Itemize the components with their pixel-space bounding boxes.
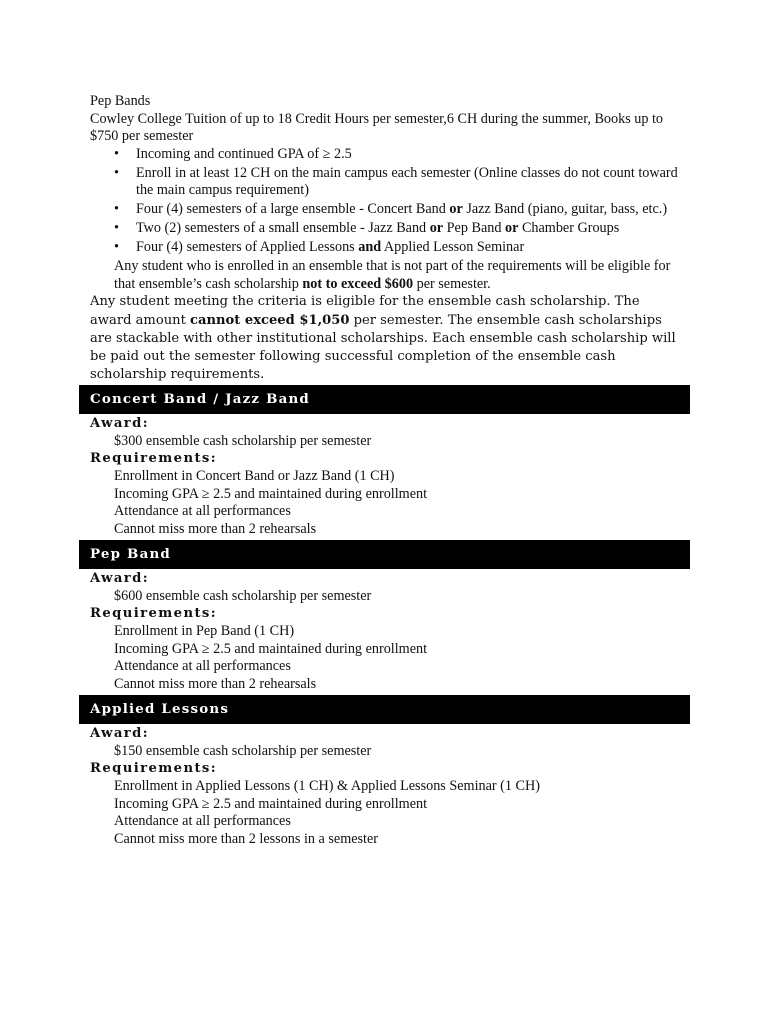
requirement-item: Incoming GPA ≥ 2.5 and maintained during enrollment [114,640,428,657]
requirements-label: Requirements: [90,451,218,467]
list-item: • Two (2) semesters of a small ensemble - Jazz Band or Pep Band or Chamber Groups [114,220,620,237]
award-label: Award: [90,571,150,586]
award-label: Award: [90,726,150,741]
requirement-item: Cannot miss more than 2 lessons in a semester [114,831,379,847]
section-body-pep-band [90,570,690,694]
requirement-item: Enrollment in Applied Lessons (1 CH) & Applied Lessons Seminar (1 CH) [114,777,540,794]
requirement-item: Incoming GPA ≥ 2.5 and maintained during enrollment [114,795,428,812]
award-value: $600 ensemble cash scholarship per semester [114,587,372,604]
ensemble-note: Any student who is enrolled in an ensemble that is not part of the requirements will be eligible for that ensemble’s cash scholarship not to exceed $600 per semester. [114,258,671,292]
requirement-item: Enrollment in Concert Band or Jazz Band (1 CH) [114,467,395,484]
page-heading: Pep Bands [90,93,151,109]
bullet-icon: • [114,220,119,237]
requirement-item: Incoming GPA ≥ 2.5 and maintained during enrollment [114,485,428,502]
bullet-icon: • [114,164,119,181]
section-body-applied-lessons [90,725,690,849]
requirement-item: Cannot miss more than 2 rehearsals [114,676,317,692]
requirement-item: Enrollment in Pep Band (1 CH) [114,622,295,639]
list-item: • Enroll in at least 12 CH on the main campus each semester (Online classes do not count toward the main campus requirement) [114,164,678,199]
bullet-icon: • [114,201,119,218]
requirement-item: Attendance at all performances [114,658,291,675]
tuition-line: Cowley College Tuition of up to 18 Credit Hours per semester,6 CH during the summer, Books up to $750 per semester [90,110,664,145]
award-value: $300 ensemble cash scholarship per semester [114,432,372,449]
intro-section [90,93,680,385]
bullet-icon: • [114,145,119,162]
section-header-concert-jazz: Concert Band / Jazz Band [79,385,690,414]
section-header-applied-lessons: Applied Lessons [79,695,690,724]
list-item: • Four (4) semesters of a large ensemble - Concert Band or Jazz Band (piano, guitar, bass, etc.) [114,201,668,218]
requirements-label: Requirements: [90,761,218,777]
list-item: • Incoming and continued GPA of ≥ 2.5 [114,145,352,162]
requirement-item: Cannot miss more than 2 rehearsals [114,521,317,537]
requirements-label: Requirements: [90,606,218,622]
requirement-item: Attendance at all performances [114,503,291,520]
bullet-icon: • [114,239,119,256]
criteria-paragraph: Any student meeting the criteria is eligible for the ensemble cash scholarship. The award amount cannot exceed $1,050 per semester. The ensemble cash scholarships are stackable with other institutional scholarships. Each ensemble cash scholarship will be paid out the semester following successful completion of the ensemble cash scholarship requirements. [90,294,676,383]
list-item: • Four (4) semesters of Applied Lessons and Applied Lesson Seminar [114,239,525,256]
requirement-item: Attendance at all performances [114,813,291,830]
section-header-pep-band: Pep Band [79,540,690,569]
section-body-concert-jazz [90,415,690,539]
eligibility-list [90,146,680,257]
award-value: $150 ensemble cash scholarship per semester [114,742,372,759]
award-label: Award: [90,416,150,431]
